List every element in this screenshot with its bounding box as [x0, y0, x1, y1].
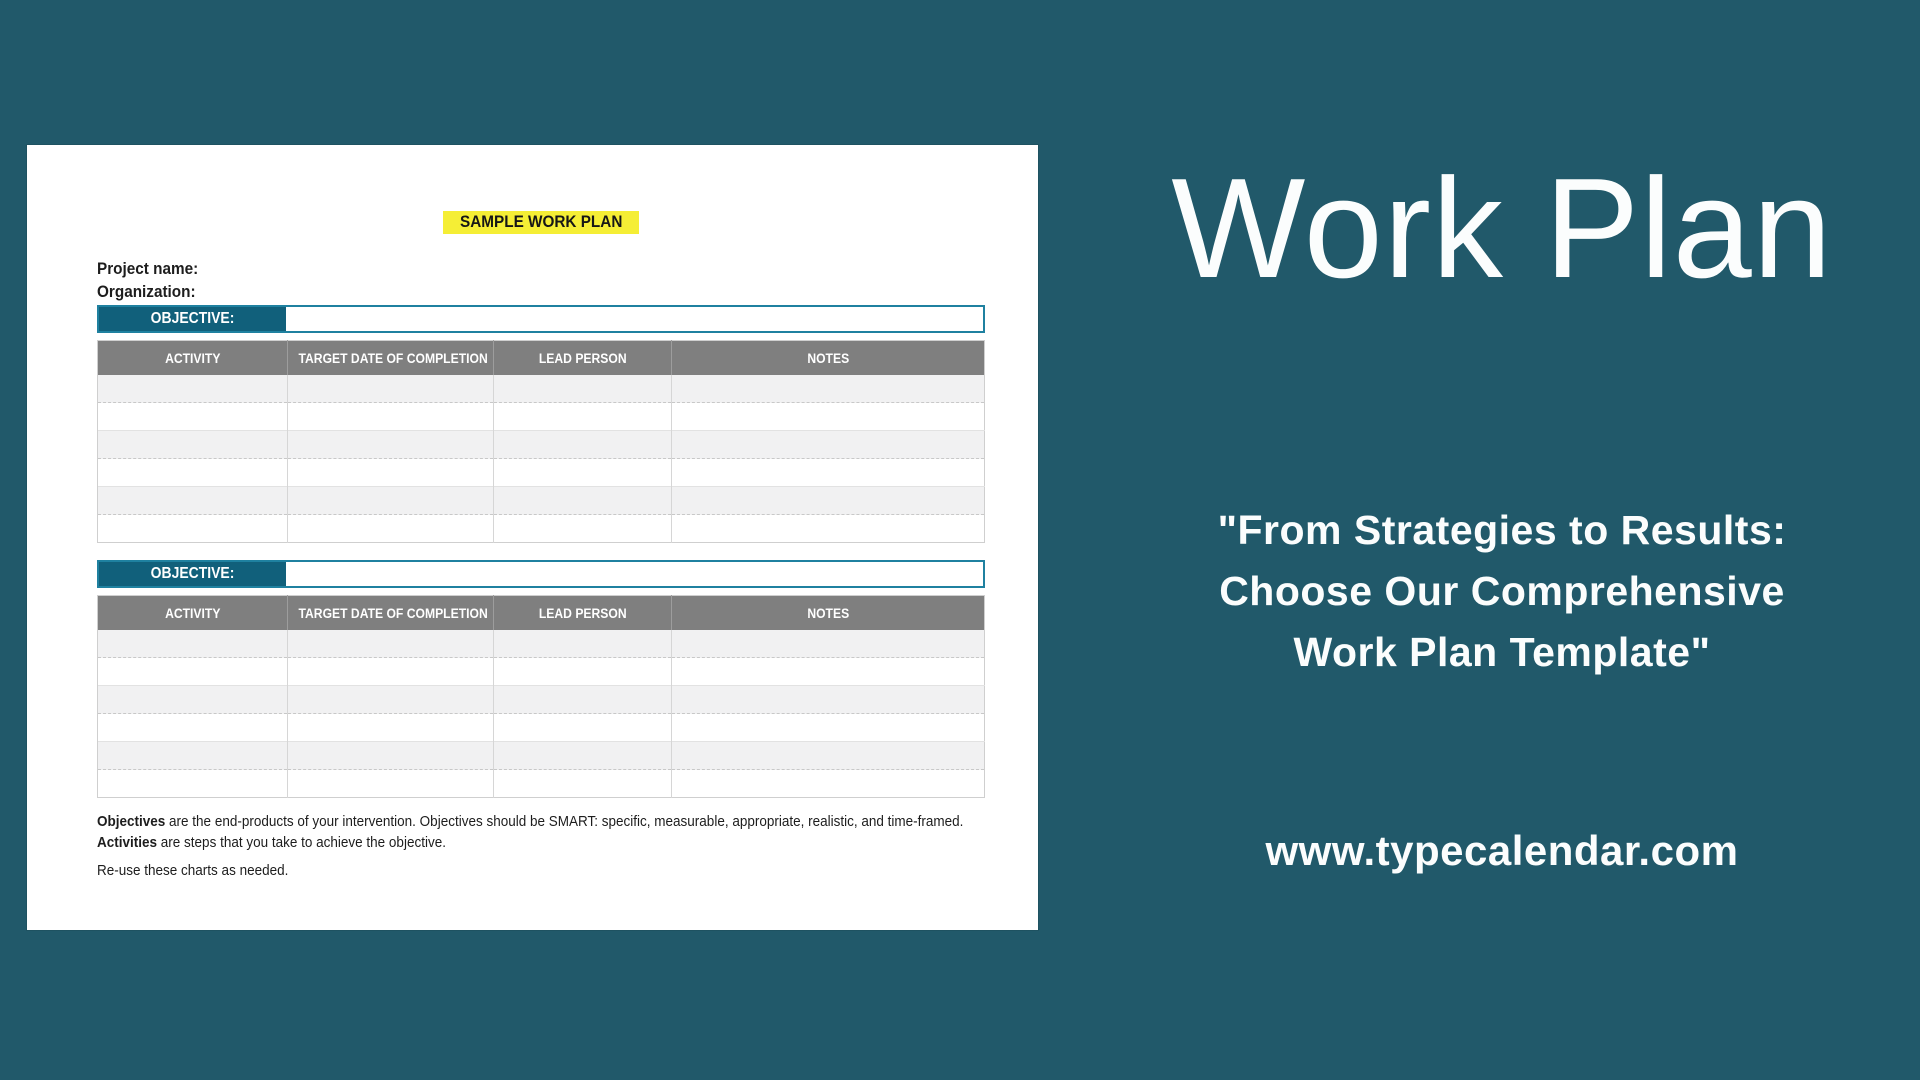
empty-cell[interactable]	[671, 403, 984, 431]
work-plan-table-1	[97, 340, 985, 543]
empty-cell[interactable]	[671, 375, 984, 403]
footnote-activities-term: Activities	[97, 834, 158, 851]
table-row	[98, 487, 985, 515]
reuse-note: Re-use these charts as needed.	[97, 862, 289, 879]
empty-cell[interactable]	[671, 658, 984, 686]
empty-cell[interactable]	[287, 714, 494, 742]
objective-input-field-2[interactable]	[286, 562, 983, 586]
empty-cell[interactable]	[494, 770, 671, 798]
table-header-row	[98, 596, 985, 631]
empty-cell[interactable]	[287, 630, 494, 658]
empty-cell[interactable]	[494, 742, 671, 770]
empty-cell[interactable]	[494, 658, 671, 686]
empty-cell[interactable]	[98, 770, 288, 798]
column-header-lead-person: LEAD PERSON	[494, 596, 671, 631]
objective-label-2: OBJECTIVE:	[99, 562, 286, 586]
footnote-activities-text: are steps that you take to achieve the objective.	[157, 834, 446, 851]
empty-cell[interactable]	[671, 686, 984, 714]
table-row	[98, 630, 985, 658]
empty-cell[interactable]	[98, 403, 288, 431]
empty-cell[interactable]	[671, 431, 984, 459]
column-header-activity: ACTIVITY	[98, 341, 288, 376]
empty-cell[interactable]	[287, 487, 494, 515]
right-panel	[1039, 0, 1920, 1080]
objective-bar-2	[97, 560, 985, 588]
empty-cell[interactable]	[287, 431, 494, 459]
empty-cell[interactable]	[671, 742, 984, 770]
document-title-row	[97, 211, 985, 234]
poster-title: Work Plan	[1171, 149, 1833, 308]
empty-cell[interactable]	[494, 487, 671, 515]
column-header-notes: NOTES	[671, 341, 984, 376]
table-row	[98, 742, 985, 770]
empty-cell[interactable]	[671, 770, 984, 798]
empty-cell[interactable]	[671, 630, 984, 658]
empty-cell[interactable]	[98, 487, 288, 515]
empty-cell[interactable]	[494, 431, 671, 459]
empty-cell[interactable]	[98, 714, 288, 742]
empty-cell[interactable]	[98, 686, 288, 714]
empty-cell[interactable]	[98, 515, 288, 543]
empty-cell[interactable]	[671, 714, 984, 742]
table-row	[98, 431, 985, 459]
document-title: SAMPLE WORK PLAN	[459, 212, 623, 231]
column-header-target-date-of-completion: TARGET DATE OF COMPLETION	[287, 341, 494, 376]
table-row	[98, 403, 985, 431]
column-header-activity: ACTIVITY	[98, 596, 288, 631]
empty-cell[interactable]	[98, 375, 288, 403]
empty-cell[interactable]	[287, 403, 494, 431]
empty-cell[interactable]	[494, 686, 671, 714]
empty-cell[interactable]	[98, 630, 288, 658]
empty-cell[interactable]	[494, 515, 671, 543]
empty-cell[interactable]	[287, 658, 494, 686]
empty-cell[interactable]	[98, 431, 288, 459]
empty-cell[interactable]	[287, 515, 494, 543]
empty-cell[interactable]	[98, 459, 288, 487]
empty-cell[interactable]	[494, 459, 671, 487]
table-row	[98, 515, 985, 543]
empty-cell[interactable]	[494, 375, 671, 403]
work-plan-table-2	[97, 595, 985, 798]
table-row	[98, 459, 985, 487]
footnote-objectives-text: are the end-products of your intervention. Objectives should be SMART: specific, measurable, appropriate, realistic, and time-framed.	[165, 813, 964, 830]
empty-cell[interactable]	[671, 459, 984, 487]
objective-input-field-1[interactable]	[286, 307, 983, 331]
objective-label-1: OBJECTIVE:	[99, 307, 286, 331]
empty-cell[interactable]	[287, 770, 494, 798]
quote-line-1: "From Strategies to Results:	[1217, 507, 1787, 553]
empty-cell[interactable]	[671, 515, 984, 543]
footnote-objectives-term: Objectives	[97, 813, 166, 830]
table-row	[98, 714, 985, 742]
project-name-label: Project name:	[97, 259, 199, 278]
footnote-activities	[97, 832, 446, 853]
empty-cell[interactable]	[287, 742, 494, 770]
empty-cell[interactable]	[671, 487, 984, 515]
table-row	[98, 375, 985, 403]
document-footnotes	[97, 811, 985, 881]
table-row	[98, 770, 985, 798]
work-plan-document	[27, 145, 1038, 930]
objective-bar-1	[97, 305, 985, 333]
empty-cell[interactable]	[494, 630, 671, 658]
table-row	[98, 686, 985, 714]
poster-quote	[1084, 500, 1920, 683]
empty-cell[interactable]	[494, 403, 671, 431]
empty-cell[interactable]	[287, 459, 494, 487]
empty-cell[interactable]	[287, 375, 494, 403]
empty-cell[interactable]	[98, 742, 288, 770]
empty-cell[interactable]	[98, 658, 288, 686]
footnote-objectives	[97, 811, 963, 832]
column-header-target-date-of-completion: TARGET DATE OF COMPLETION	[287, 596, 494, 631]
organization-label: Organization:	[97, 282, 196, 301]
website-url: www.typecalendar.com	[1265, 827, 1739, 874]
column-header-notes: NOTES	[671, 596, 984, 631]
empty-cell[interactable]	[494, 714, 671, 742]
column-header-lead-person: LEAD PERSON	[494, 341, 671, 376]
quote-line-3: Work Plan Template"	[1293, 629, 1711, 675]
table-row	[98, 658, 985, 686]
empty-cell[interactable]	[287, 686, 494, 714]
table-header-row	[98, 341, 985, 376]
quote-line-2: Choose Our Comprehensive	[1219, 568, 1785, 614]
document-title-highlight	[443, 211, 639, 234]
